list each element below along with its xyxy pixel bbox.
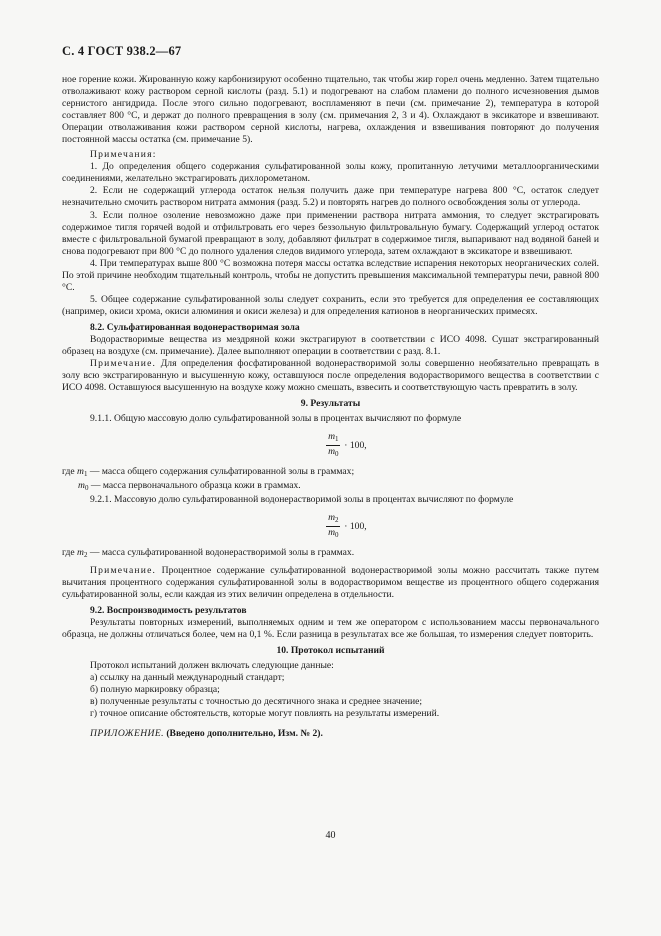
note-1: 1. До определения общего содержания сульфатированной золы кожу, пропитанную летучими металлоорганическими соединениями, желательно экстрагировать дихлорометаном. bbox=[62, 161, 599, 185]
paragraph: ное горение кожи. Жированную кожу карбонизируют особенно тщательно, так чтобы жир горел очень медленно. Затем тщательно отволаживают кожу раствором серной кислоты (разд. 5.1) и подогревают на слабом пламени до полного исчезновения дымов сернистого ангидрида. После этого сильно подогревают, воспламеняют в печи (см. примечание 2), температура в которой составляет 800 °С, и держат до полного превращения в золу (см. примечания 2, 3 и 4). Охлаждают в эксикаторе и взвешивают. Операции отволаживания кожи раствором серной кислоты, нагрева, охлаждения и взвешивания повторяют до получения постоянной массы остатка (см. примечание 5). bbox=[62, 74, 599, 146]
paragraph-9-2-1: 9.2.1. Массовую долю сульфатированной водонерастворимой золы в процентах вычисляют по формуле bbox=[90, 494, 514, 506]
page-header: С. 4 ГОСТ 938.2—67 bbox=[62, 44, 182, 58]
paragraph-8-2: Водорастворимые вещества из мездряной кожи экстрагируют в соответствии с ИСО 4098. Сушат экстрагированный образец на воздухе (см. примечание). Далее выполняют операции в соответствии с разд. 8.1. bbox=[62, 333, 599, 358]
note-5: 5. Общее содержание сульфатированной золы следует сохранить, если это требуется для определения ее составляющих (например, окиси хрома, окиси алюминия и окиси железа) и для определения катионов в неорганических примесях. bbox=[62, 293, 599, 317]
document-body bbox=[62, 74, 599, 740]
fraction bbox=[326, 431, 340, 460]
list-item: в) полученные результаты с точностью до десятичного знака и среднее значение; bbox=[90, 695, 423, 707]
section-heading-9: 9. Результаты bbox=[300, 398, 361, 410]
note-9-2-1 bbox=[62, 565, 599, 601]
note-text: Процентное содержание сульфатированной водонерастворимой золы можно рассчитать также путем вычитания процентного содержания сульфатированной золы в водорастворимом веществе из процентного общего содержания сульфатированной золы, если каждая из этих величин определена в отдельности. bbox=[62, 564, 599, 600]
page-number: 40 bbox=[325, 830, 336, 841]
note-8-2 bbox=[62, 358, 599, 394]
note-text: Для определения фосфатированной водонерастворимой золы совершенно необязательно превращать в золу всю экстрагированную и высушенную кожу, оставшуюся после определения водорастворимого вещества в соответствии с ИСО 4098. Оставшуюся высушенную на воздухе кожу можно смешать, взвесить и соответствующую часть превратить в золу. bbox=[62, 358, 599, 394]
denominator: $m_0$ bbox=[328, 527, 339, 540]
where-m1: где $m_1$ — масса общего содержания сульфатированной золы в граммах; bbox=[62, 466, 355, 479]
appendix-label: ПРИЛОЖЕНИЕ. bbox=[90, 728, 164, 740]
note-4: 4. При температурах выше 800 °С возможна потеря массы остатка вследствие испарения некоторых неорганических солей. По этой причине необходим тщательный контроль, чтобы не допустить превышения максимальной температуры печи, равной 800 °С. bbox=[62, 257, 599, 293]
numerator: $m_2$ bbox=[328, 512, 339, 525]
note-3: 3. Если полное озоление невозможно даже при применении раствора нитрата аммония, то следует экстрагировать содержимое тигля горячей водой и отфильтровать его через беззольную фильтровальную бумагу. Содержащий углерод остаток вместе с фильтровальной бумагой превращают в золу, добавляют фильтрат в содержимое тигля, выпаривают над водяной баней и снова подогревают при 800 °С до полного удаления следов видимого углерода, затем охлаждают в эксикаторе и взвешивают. bbox=[62, 209, 599, 257]
list-item: б) полную маркировку образца; bbox=[90, 683, 220, 695]
subsection-heading-9-2: 9.2. Воспроизводимость результатов bbox=[90, 604, 247, 616]
where-m2: где $m_2$ — масса сульфатированной водонерастворимой золы в граммах. bbox=[62, 547, 355, 560]
formula-2 bbox=[62, 512, 599, 541]
note-2: 2. Если не содержащий углерода остаток нельзя получить даже при температуре нагрева 800 °С, остаток следует незначительно смочить раствором нитрата аммония (разд. 5.2) и повторять нагрев до полного освобождения золы от углерода. bbox=[62, 185, 599, 209]
notes-title: Примечания: bbox=[90, 149, 157, 161]
note-label: Примечание. bbox=[90, 358, 157, 370]
multiplier: · 100, bbox=[344, 520, 367, 532]
paragraph-9-1-1: 9.1.1. Общую массовую долю сульфатированной золы в процентах вычисляют по формуле bbox=[90, 413, 462, 425]
denominator: $m_0$ bbox=[328, 446, 339, 459]
subsection-heading-8-2: 8.2. Сульфатированная водонерастворимая зола bbox=[90, 321, 300, 333]
appendix-note bbox=[62, 728, 599, 740]
paragraph-9-2: Результаты повторных измерений, выполняемых одним и тем же оператором с использованием массы первоначального образца, не должны отличаться более, чем на 0,1 %. Если разница в результатах все же большая, то измерения следует повторить. bbox=[62, 616, 599, 640]
protocol-list bbox=[62, 672, 599, 720]
paragraph-10: Протокол испытаний должен включать следующие данные: bbox=[90, 659, 334, 671]
numerator: $m_1$ bbox=[328, 431, 339, 444]
appendix-amendment: (Введено дополнительно, Изм. № 2). bbox=[166, 728, 323, 740]
list-item: а) ссылку на данный международный стандарт; bbox=[90, 671, 285, 683]
note-label: Примечание. bbox=[90, 564, 157, 576]
section-heading-10: 10. Протокол испытаний bbox=[276, 644, 385, 656]
where-m0: $m_0$ — масса первоначального образца кожи в граммах. bbox=[78, 480, 301, 493]
multiplier: · 100, bbox=[344, 439, 367, 451]
fraction bbox=[326, 512, 340, 541]
formula-1 bbox=[62, 431, 599, 460]
list-item: г) точное описание обстоятельств, которые могут повлиять на результаты измерений. bbox=[90, 708, 440, 720]
